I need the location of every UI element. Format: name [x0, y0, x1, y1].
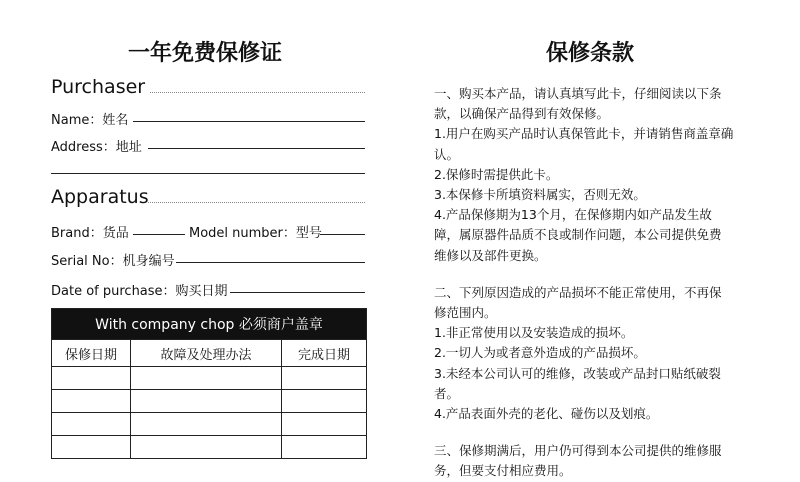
table-row [52, 367, 367, 390]
terms-line: 务，但要支付相应费用。 [434, 463, 572, 479]
brand-label: Brand：货品 [51, 226, 129, 241]
table-cell[interactable] [52, 413, 131, 436]
table-cell[interactable] [52, 367, 131, 390]
address-field-line[interactable] [148, 148, 365, 149]
table-cell[interactable] [282, 413, 367, 436]
name-field-line[interactable] [133, 121, 365, 122]
terms-line: 维修以及部件更换。 [434, 247, 547, 263]
table-cell[interactable] [131, 390, 282, 413]
terms-line: 3.未经本公司认可的维修，改装或产品封口贴纸破裂 [434, 365, 721, 381]
brand-field-line[interactable] [133, 234, 185, 235]
terms-line: 三、保修期满后，用户仍可得到本公司提供的维修服 [434, 443, 722, 459]
company-chop-header: With company chop 必须商户盖章 [52, 309, 367, 340]
terms-title: 保修条款 [546, 41, 635, 66]
terms-line: 4.产品表面外壳的老化、碰伤以及划痕。 [434, 406, 659, 422]
serial-field-line[interactable] [176, 262, 365, 263]
table-cell[interactable] [131, 367, 282, 390]
terms-line: 款，以确保产品得到有效保修。 [434, 106, 610, 122]
repair-record-table [51, 308, 367, 459]
terms-line: 2.一切人为或者意外造成的产品损坏。 [434, 345, 646, 361]
terms-line: 修范围内。 [434, 305, 497, 321]
terms-line: 2.保修时需提供此卡。 [434, 166, 559, 182]
apparatus-heading: Apparatus [51, 186, 149, 208]
table-cell[interactable] [52, 390, 131, 413]
table-cell[interactable] [282, 390, 367, 413]
terms-line: 1.用户在购买产品时认真保管此卡，并请销售商盖章确 [434, 126, 734, 142]
table-cell[interactable] [282, 436, 367, 459]
purchaser-heading: Purchaser [51, 76, 146, 98]
terms-line: 4.产品保修期为13个月，在保修期内如产品发生故 [434, 207, 712, 223]
table-row [52, 390, 367, 413]
purchase-date-field-line[interactable] [230, 292, 365, 293]
table-row [52, 413, 367, 436]
column-header-fault-handling: 故障及处理办法 [131, 340, 282, 367]
table-cell[interactable] [131, 436, 282, 459]
terms-gap [434, 424, 764, 441]
terms-line: 1.非正常使用以及安装造成的损坏。 [434, 325, 634, 341]
apparatus-dotted-line [148, 202, 365, 203]
address-field-line-2[interactable] [51, 173, 365, 174]
table-cell[interactable] [52, 436, 131, 459]
table-cell[interactable] [131, 413, 282, 436]
terms-line: 3.本保修卡所填资料属实，否则无效。 [434, 187, 646, 203]
terms-line: 者。 [434, 385, 460, 401]
purchase-date-label: Date of purchase：购买日期 [51, 284, 228, 299]
terms-body [434, 84, 764, 482]
table-row [52, 436, 367, 459]
terms-line: 一、购买本产品，请认真填写此卡，仔细阅读以下条 [434, 86, 722, 101]
terms-gap [434, 266, 764, 283]
purchaser-dotted-line [150, 92, 365, 93]
model-label: Model number：型号 [189, 226, 322, 241]
model-field-line[interactable] [320, 234, 365, 235]
column-header-completion-date: 完成日期 [282, 340, 367, 367]
terms-line: 认。 [434, 146, 460, 162]
terms-line: 障，属原器件品质不良或制作问题，本公司提供免费 [434, 227, 722, 243]
serial-label: Serial No：机身编号 [51, 254, 175, 269]
terms-line: 二、下列原因造成的产品损坏不能正常使用，不再保 [434, 284, 722, 300]
column-header-repair-date: 保修日期 [52, 340, 131, 367]
name-label: Name：姓名 [51, 113, 129, 128]
table-cell[interactable] [282, 367, 367, 390]
warranty-card-title: 一年免费保修证 [128, 41, 283, 66]
address-label: Address：地址 [51, 140, 142, 155]
